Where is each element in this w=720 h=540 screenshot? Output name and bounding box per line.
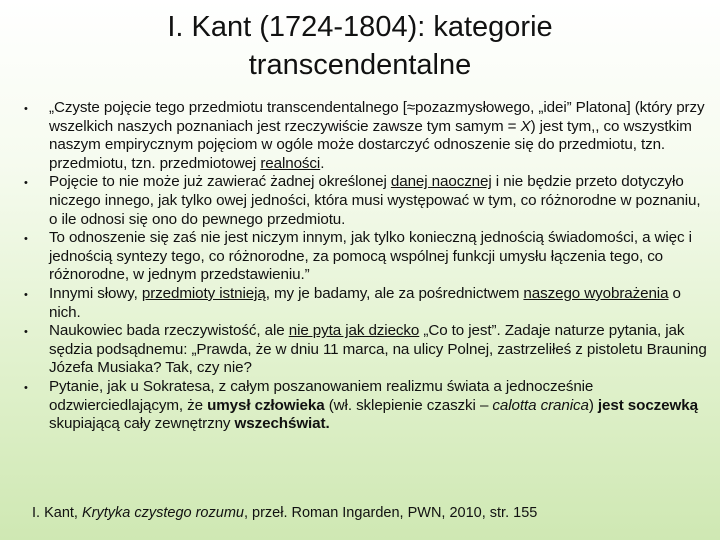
text-segment-italic: Krytyka czystego rozumu xyxy=(81,505,244,521)
text-segment: . xyxy=(320,154,325,172)
text-segment-underlined: naszego wyobrażenia xyxy=(523,284,669,302)
bullet-marker: • xyxy=(24,177,28,190)
text-segment-underlined: danej naocznej xyxy=(390,173,492,191)
text-segment-bold: jest soczewką xyxy=(597,396,698,414)
text-segment: I. Kant, xyxy=(32,505,82,521)
text-segment: i nie będzie przeto dotyczyło niczego innego, jak tylko owej jedności, która musi występować w tym, co różnorodne w poznaniu, o ile odnosi się ono do pewnego przedmiotu. xyxy=(49,173,701,228)
bullet-text xyxy=(49,378,708,434)
text-segment-bold: umysł człowieka xyxy=(207,396,325,414)
text-segment-underlined: realności xyxy=(260,154,321,172)
text-segment: „Czyste pojęcie tego przedmiotu transcendentalnego [≈pozazmysłowego, „idei” Platona] (który przy wszelkich naszych poznaniach jest rzeczywiście zawsze tym samym = xyxy=(49,99,705,135)
bullet-item xyxy=(20,322,708,378)
text-segment: (wł. sklepienie czaszki – xyxy=(324,396,493,414)
text-segment: , przeł. Roman Ingarden, PWN, 2010, str. 155 xyxy=(243,505,538,521)
bullet-item xyxy=(20,285,708,322)
slide-title-line-1: I. Kant (1724-1804): kategorie xyxy=(167,11,553,43)
bullet-item xyxy=(20,378,708,434)
bullet-item xyxy=(20,229,708,285)
text-segment-underlined: przedmioty istnieją xyxy=(141,284,266,302)
bullet-text xyxy=(49,229,708,285)
bullet-list xyxy=(20,99,708,434)
source-citation xyxy=(32,504,537,522)
text-segment: , my je badamy, ale za pośrednictwem xyxy=(265,284,524,302)
bullet-text xyxy=(49,173,708,229)
slide-title-line-2: transcendentalne xyxy=(248,49,472,81)
text-segment-italic: X xyxy=(520,117,531,135)
text-segment: Naukowiec bada rzeczywistość, ale xyxy=(49,322,289,340)
text-segment: Innymi słowy, xyxy=(49,284,142,302)
bullet-item xyxy=(20,173,708,229)
bullet-marker: • xyxy=(24,288,28,301)
text-segment: ) xyxy=(588,396,598,414)
bullet-text xyxy=(49,322,708,378)
text-segment: Pytanie, jak u Sokratesa, z całym poszanowaniem realizmu świata a jednocześnie odzwierciedlającym, że xyxy=(49,377,594,414)
bullet-item xyxy=(20,99,708,173)
text-segment-italic: calotta cranica xyxy=(492,396,589,414)
text-segment: Pojęcie to nie może już zawierać żadnej określonej xyxy=(49,173,391,191)
text-segment: ) jest tym,, co wszystkim naszym empirycznym pojęciom w ogóle może dostarczyć odnoszenie się do przedmiotu, tzn. przedmiotu, tzn. przedmiotowej xyxy=(49,117,692,172)
bullet-marker: • xyxy=(24,233,28,246)
text-segment-bold: wszechświat. xyxy=(234,415,330,433)
slide-title xyxy=(60,8,660,84)
text-segment: skupiającą cały zewnętrzny xyxy=(49,415,235,433)
text-segment: To odnoszenie się zaś nie jest niczym innym, jak tylko konieczną jednością świadomości, a więc i jednością syntezy tego, co różnorodne, za pomocą wspólnej funkcji umysłu łączenia tego, co różnorodne, w jednym przedstawieniu.” xyxy=(49,229,692,284)
bullet-marker: • xyxy=(24,103,28,115)
text-segment: „Co to jest”. Zadaje naturze pytania, jak sędzia podsądnemu: „Prawda, że w dniu 11 marca, na ulicy Polnej, zastrzeliłeś z pistoletu Brauning Józefa Musiaka? Tak, czy nie? xyxy=(49,322,707,377)
bullet-text xyxy=(49,285,708,322)
text-segment: o nich. xyxy=(49,284,681,321)
bullet-marker: • xyxy=(24,381,28,394)
text-segment-underlined: nie pyta jak dziecko xyxy=(288,322,420,340)
bullet-text xyxy=(49,99,708,173)
bullet-marker: • xyxy=(24,326,28,339)
